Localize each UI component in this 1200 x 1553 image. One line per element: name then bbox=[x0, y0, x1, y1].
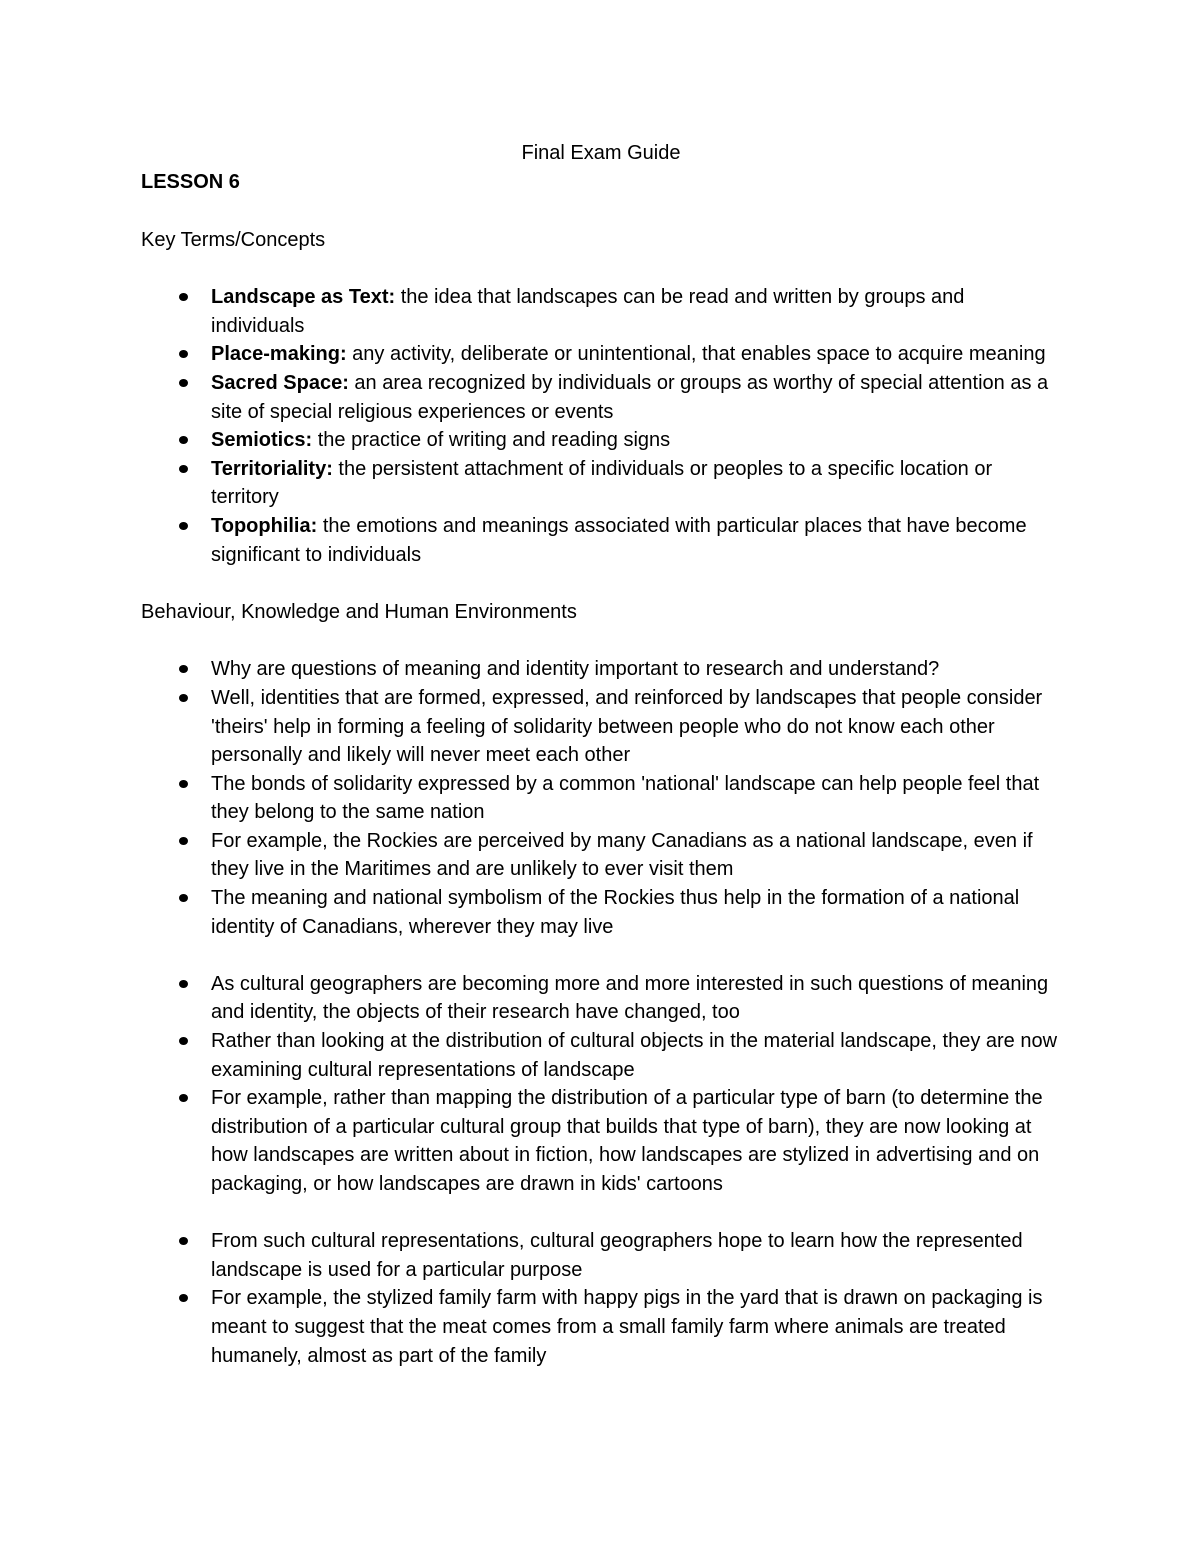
list-item bbox=[141, 684, 1061, 770]
bullet-icon bbox=[179, 379, 188, 387]
bullet-icon bbox=[179, 293, 188, 301]
list-item-text: The meaning and national symbolism of the Rockies thus help in the formation of a national identity of Canadians, wherever they may live bbox=[211, 887, 1020, 938]
key-term-item bbox=[141, 340, 1061, 369]
list-item bbox=[141, 1227, 1061, 1284]
bullet-icon bbox=[179, 350, 188, 358]
list-item bbox=[141, 1027, 1061, 1084]
key-term-item bbox=[141, 426, 1061, 455]
bullet-icon bbox=[179, 980, 188, 988]
key-terms-list bbox=[141, 283, 1061, 569]
list-item-text: Why are questions of meaning and identity important to research and understand? bbox=[211, 658, 940, 681]
key-term-item bbox=[141, 283, 1061, 340]
spacer bbox=[141, 941, 1061, 970]
bullet-icon bbox=[179, 780, 188, 788]
term-definition: the idea that landscapes can be read and written by groups and individuals bbox=[211, 286, 965, 337]
list-item-text: For example, the Rockies are perceived by many Canadians as a national landscape, even if they live in the Maritimes and are unlikely to ever visit them bbox=[211, 829, 1033, 881]
term-definition: an area recognized by individuals or groups as worthy of special attention as a site of special religious experiences or events bbox=[211, 371, 1049, 423]
term-label: Topophilia: bbox=[211, 514, 318, 537]
list-item bbox=[141, 884, 1061, 941]
bullet-icon bbox=[179, 837, 188, 845]
behaviour-list-2 bbox=[141, 970, 1061, 1199]
term-label: Territoriality: bbox=[211, 457, 333, 480]
list-item bbox=[141, 970, 1061, 1027]
term-definition: the emotions and meanings associated with particular places that have become significant to individuals bbox=[211, 514, 1027, 566]
list-item bbox=[141, 827, 1061, 884]
bullet-icon bbox=[179, 894, 188, 902]
list-item bbox=[141, 655, 1061, 684]
term-label: Sacred Space: bbox=[211, 371, 349, 394]
bullet-icon bbox=[179, 1237, 188, 1245]
list-item bbox=[141, 1084, 1061, 1198]
list-item-text: Rather than looking at the distribution of cultural objects in the material landscape, they are now examining cultural representations of landscape bbox=[211, 1030, 1058, 1081]
bullet-icon bbox=[179, 436, 188, 444]
lesson-heading: LESSON 6 bbox=[141, 171, 240, 193]
document-page bbox=[141, 139, 1061, 1370]
spacer bbox=[141, 197, 1061, 226]
term-definition: any activity, deliberate or unintentional, that enables space to acquire meaning bbox=[346, 343, 1046, 366]
list-item-text: For example, the stylized family farm with happy pigs in the yard that is drawn on packaging is meant to suggest that the meat comes from a small family farm where animals are treated humanely, almost as part of the family bbox=[211, 1287, 1043, 1367]
bullet-icon bbox=[179, 465, 188, 473]
spacer bbox=[141, 569, 1061, 598]
behaviour-heading: Behaviour, Knowledge and Human Environments bbox=[141, 600, 577, 623]
key-terms-heading: Key Terms/Concepts bbox=[141, 228, 326, 251]
list-item bbox=[141, 770, 1061, 827]
behaviour-list-1 bbox=[141, 655, 1061, 941]
key-term-item bbox=[141, 512, 1061, 569]
spacer bbox=[141, 1199, 1061, 1228]
term-label: Landscape as Text: bbox=[211, 286, 396, 309]
list-item-text: The bonds of solidarity expressed by a common 'national' landscape can help people feel that they belong to the same nation bbox=[211, 772, 1040, 824]
key-term-item bbox=[141, 369, 1061, 426]
key-term-item bbox=[141, 455, 1061, 512]
document-title: Final Exam Guide bbox=[521, 142, 681, 164]
term-label: Semiotics: bbox=[211, 429, 313, 452]
bullet-icon bbox=[179, 1037, 188, 1045]
bullet-icon bbox=[179, 694, 188, 702]
list-item-text: For example, rather than mapping the distribution of a particular type of barn (to determine the distribution of a particular cultural group that builds that type of barn), they are now looking at how landscapes are written about in fiction, how landscapes are stylized in advertising and on packaging, or how landscapes are drawn in kids' cartoons bbox=[211, 1087, 1043, 1195]
list-item-text: Well, identities that are formed, expressed, and reinforced by landscapes that people consider 'theirs' help in forming a feeling of solidarity between people who do not know each other personally and likely will never meet each other bbox=[211, 686, 1043, 767]
behaviour-list-3 bbox=[141, 1227, 1061, 1370]
bullet-icon bbox=[179, 1094, 188, 1102]
bullet-icon bbox=[179, 1294, 188, 1302]
list-item-text: As cultural geographers are becoming more and more interested in such questions of meaning and identity, the objects of their research have changed, too bbox=[211, 972, 1049, 1024]
list-item-text: From such cultural representations, cultural geographers hope to learn how the represented landscape is used for a particular purpose bbox=[211, 1230, 1023, 1281]
bullet-icon bbox=[179, 665, 188, 673]
list-item bbox=[141, 1284, 1061, 1370]
spacer bbox=[141, 627, 1061, 656]
spacer bbox=[141, 255, 1061, 284]
term-label: Place-making: bbox=[211, 343, 347, 366]
term-definition: the persistent attachment of individuals or peoples to a specific location or territory bbox=[211, 457, 993, 509]
bullet-icon bbox=[179, 522, 188, 530]
term-definition: the practice of writing and reading signs bbox=[312, 429, 671, 452]
